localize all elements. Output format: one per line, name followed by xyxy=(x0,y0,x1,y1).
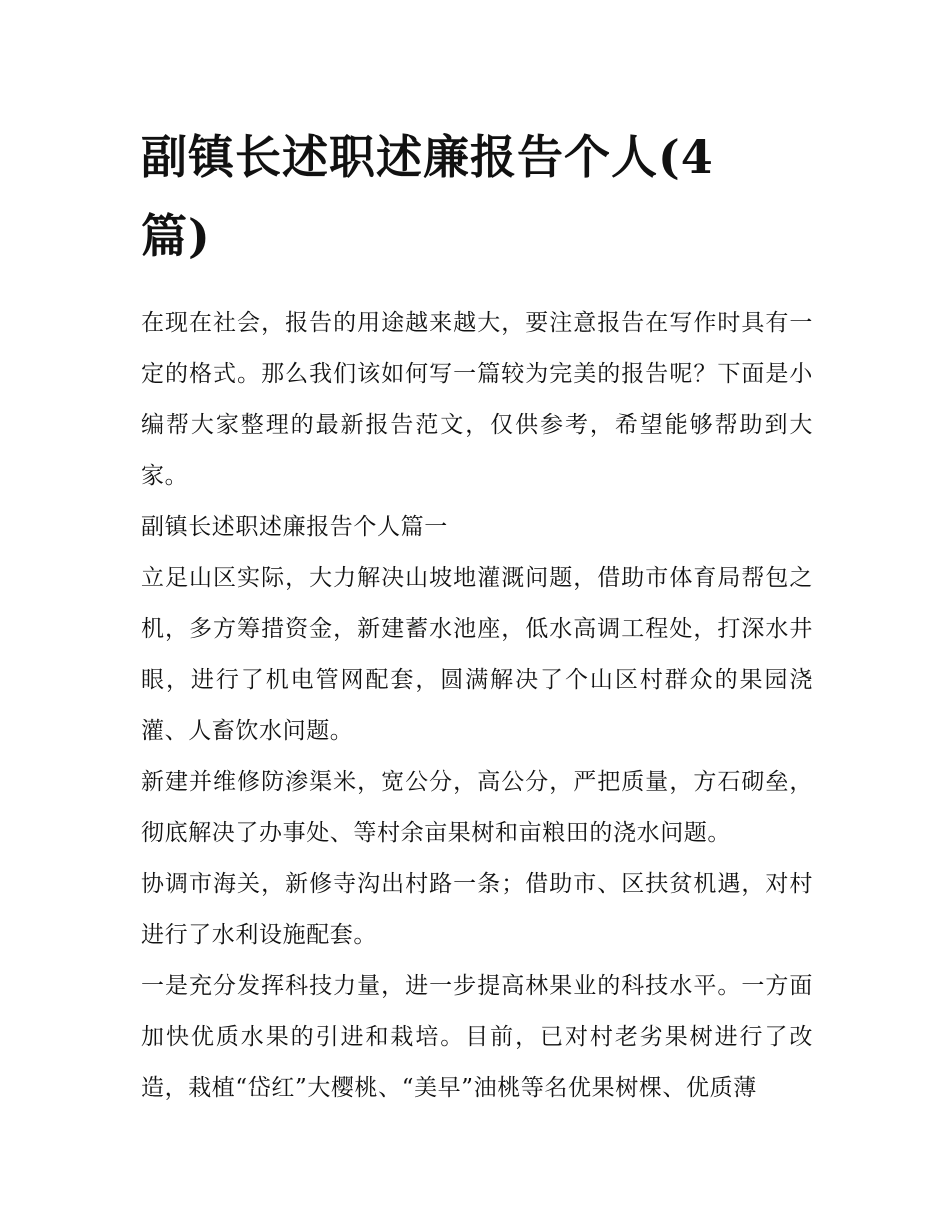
body-paragraph: 立足山区实际，大力解决山坡地灌溉问题，借助市体育局帮包之机，多方筹措资金，新建蓄水池座，低水高调工程处，打深水井眼，进行了机电管网配套，圆满解决了个山区村群众的果园浇灌、人畜饮水问题。 xyxy=(141,565,813,744)
body-paragraph: 协调市海关，新修寺沟出村路一条；借助市、区扶贫机遇，对村进行了水利设施配套。 xyxy=(141,871,813,948)
body-paragraph: 新建并维修防渗渠米，宽公分，高公分，严把质量，方石砌垒，彻底解决了办事处、等村余亩果树和亩粮田的浇水问题。 xyxy=(141,769,813,846)
document-body xyxy=(141,118,813,1114)
section-heading: 副镇长述职述廉报告个人篇一 xyxy=(141,514,448,540)
document-title: 副镇长述职述廉报告个人(4篇) xyxy=(141,130,714,263)
intro-paragraph: 在现在社会，报告的用途越来越大，要注意报告在写作时具有一定的格式。那么我们该如何写一篇较为完美的报告呢？下面是小编帮大家整理的最新报告范文，仅供参考，希望能够帮助到大家。 xyxy=(141,310,813,489)
body-paragraph: 一是充分发挥科技力量，进一步提高林果业的科技水平。一方面加快优质水果的引进和栽培。目前，已对村老劣果树进行了改造，栽植“岱红”大樱桃、“美早”油桃等名优果树棵、优质薄 xyxy=(141,973,813,1101)
